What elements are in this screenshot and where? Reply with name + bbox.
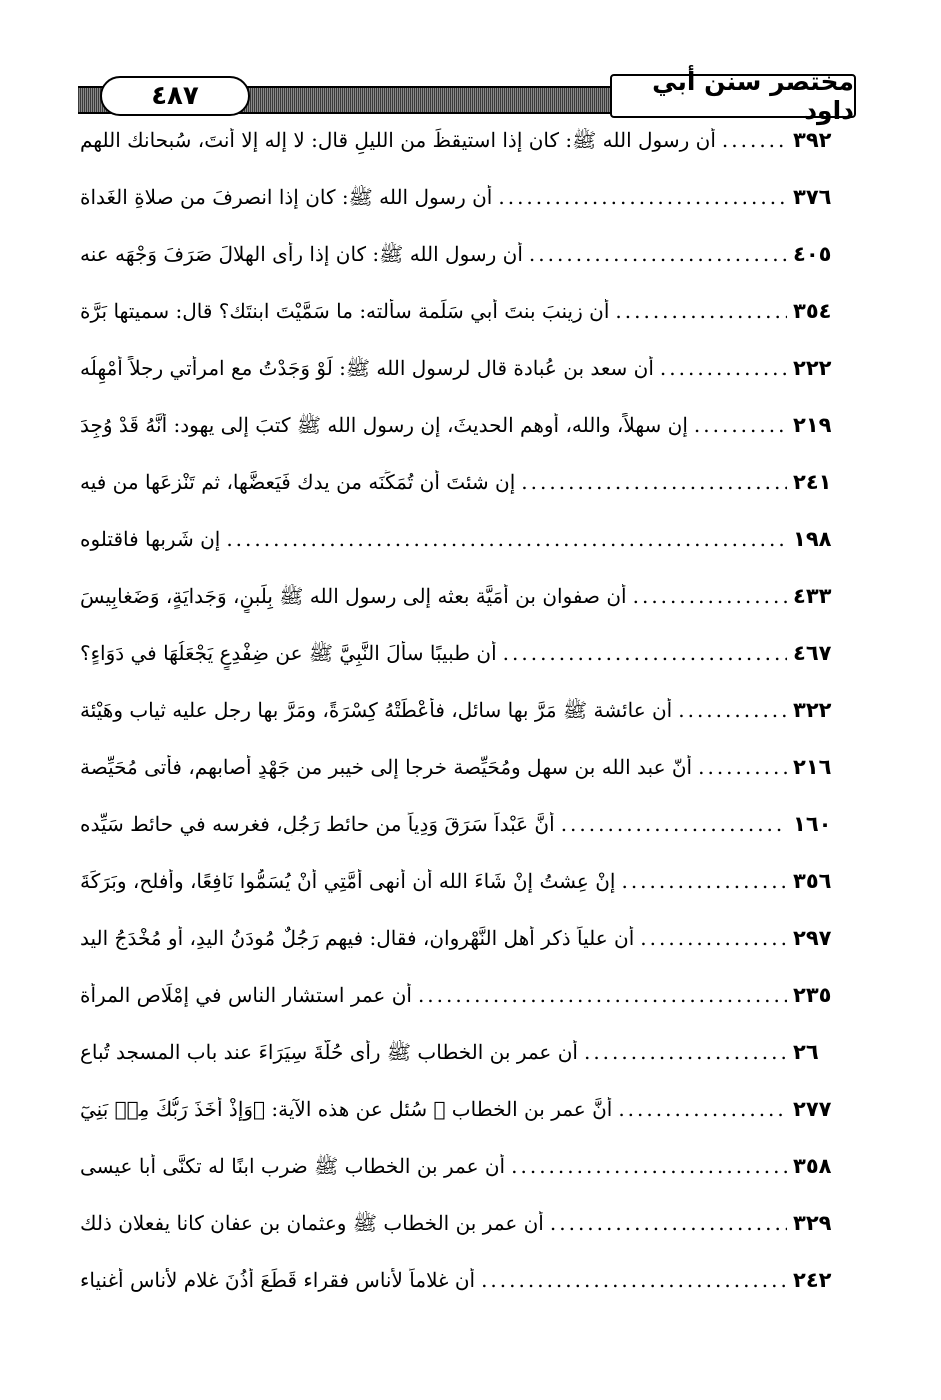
entry-text: أنَّ عمر بن الخطاب ﷺ سُئل عن هذه الآية: ﴿وَإِذْ أَخَذَ رَبُّكَ مِنۢ بَنِيٓ (80, 1097, 613, 1121)
entry-page-number: ٢٤٢ (793, 1268, 832, 1292)
entry-text: أن سعد بن عُبادة قال لرسول الله ﷺ: لَوْ وَجَدْتُ مع امرأتي رجلاً أُمْهِلُه (80, 356, 654, 380)
index-entry (80, 749, 851, 806)
page-number: ٤٨٧ (100, 76, 250, 116)
index-entry (80, 1262, 851, 1319)
dot-leader (698, 755, 787, 779)
entry-page-number: ٣٩٢ (793, 128, 832, 152)
dot-leader (503, 641, 787, 665)
entry-text: أنَّ عَبْداً سَرَقَ وَدِياً من حائط رَجُلٍ، فغرسه في حائط سَيِّده (80, 812, 555, 836)
dot-leader (640, 926, 787, 950)
dot-leader (550, 1211, 787, 1235)
index-entry (80, 806, 851, 863)
dot-leader (418, 983, 787, 1007)
entry-page-number: ١٦٠ (793, 812, 832, 836)
entry-text: أن صفوان بن أُمَيَّة بعثه إلى رسول الله ﷺ بِلَبنٍ، وَجَدايَةٍ، وَضَغابِيسَ (80, 584, 627, 608)
entry-page-number: ٣٥٤ (793, 299, 832, 323)
entry-text: أن علياً ذكر أهل النَّهْروان، فقال: فيهم رَجُلٌ مُودَنُ اليدِ، أو مُخْدَجُ اليد (80, 926, 635, 950)
entry-page-number: ٢٩٧ (793, 926, 832, 950)
entry-page-number: ٢٦ (793, 1040, 819, 1064)
entry-page-number: ٢٤١ (793, 470, 832, 494)
dot-leader (529, 242, 787, 266)
entry-text: أن زينبَ بنتَ أبي سَلَمة سألته: ما سَمَّيْتَ ابنتَك؟ قال: سميتها بَرَّة (80, 299, 610, 323)
entry-text: أن عمر بن الخطاب ﷺ وعثمان بن عفان كانا يفعلان ذلك (80, 1211, 544, 1235)
index-entry (80, 236, 851, 293)
index-entry (80, 521, 851, 578)
entry-page-number: ٢١٦ (793, 755, 832, 779)
entry-page-number: ٣٥٦ (793, 869, 832, 893)
entry-text: أن عمر بن الخطاب ﷺ ضرب ابنًا له تكنَّى أبا عيسى (80, 1154, 506, 1178)
dot-leader (694, 413, 787, 437)
index-entry (80, 464, 851, 521)
dot-leader (615, 299, 787, 323)
entry-text: إن شئتَ أن تُمَكِّنَه من يدك فَيَعضَّها، ثم تَنْزِعَها من فيه (80, 470, 516, 494)
entry-text: أن عمر استشار الناس في إمْلَاص المرأة (80, 983, 412, 1007)
dot-leader (584, 1040, 787, 1064)
index-entry (80, 1148, 851, 1205)
dot-leader (633, 584, 787, 608)
entry-page-number: ٤٣٣ (793, 584, 832, 608)
index-entry (80, 350, 851, 407)
entry-text: أن رسول الله ﷺ: كان إذا استيقظَ من الليلِ قال: لا إله إلا أنتَ، سُبحانك اللهم (80, 128, 716, 152)
entry-text: أن رسول الله ﷺ: كان إذا رأى الهلالَ صَرَفَ وَجْهَه عنه (80, 242, 523, 266)
index-entry (80, 863, 851, 920)
dot-leader (498, 185, 787, 209)
entry-text: أنّ عبد الله بن سهل ومُحَيِّصة خرجا إلى خيبر من جَهْدٍ أصابهم، فأتى مُحَيِّصة (80, 755, 693, 779)
index-entry (80, 692, 851, 749)
dot-leader (226, 527, 787, 551)
entry-page-number: ١٩٨ (793, 527, 832, 551)
entry-text: إنْ عِشتُ إنْ شَاءَ الله أَن أنهى أُمَّتِي أَنْ يُسَمُّوا نَافِعًا، وأفلح، وبَرَكَةَ (80, 869, 616, 893)
index-entry (80, 293, 851, 350)
dot-leader (481, 1268, 787, 1292)
entry-text: إن شَرِبها فاقتلوه (80, 527, 221, 551)
index-entry (80, 122, 851, 179)
dot-leader (511, 1154, 787, 1178)
index-entry (80, 1205, 851, 1262)
entry-page-number: ٢٣٥ (793, 983, 832, 1007)
page-header (78, 67, 856, 125)
book-title: مختصر سنن أبي داود (610, 74, 856, 118)
dot-leader (621, 869, 787, 893)
entry-page-number: ٣٧٦ (793, 185, 832, 209)
dot-leader (561, 812, 787, 836)
dot-leader (618, 1097, 787, 1121)
entry-text: أن طبيبًا سأَلَ النَّبِيَّ ﷺ عن ضِفْدِعٍ يَجْعَلُهَا في دَوَاءٍ؟ (80, 641, 497, 665)
index-list (80, 122, 851, 1319)
index-entry (80, 1034, 851, 1091)
entry-page-number: ٣٢٩ (793, 1211, 832, 1235)
index-entry (80, 407, 851, 464)
index-entry (80, 920, 851, 977)
entry-page-number: ٢٧٧ (793, 1097, 832, 1121)
dot-leader (678, 698, 787, 722)
dot-leader (521, 470, 787, 494)
index-entry (80, 578, 851, 635)
entry-text: أن عائشة ﷺ مَرَّ بها سائل، فأعْطَتْهُ كِسْرَةً، ومَرَّ بها رجل عليه ثياب وهَيْئة (80, 698, 673, 722)
entry-page-number: ٤٠٥ (793, 242, 832, 266)
index-entry (80, 1091, 851, 1148)
entry-page-number: ٣٥٨ (793, 1154, 832, 1178)
index-entry (80, 635, 851, 692)
dot-leader (660, 356, 787, 380)
entry-page-number: ٢١٩ (793, 413, 832, 437)
index-entry (80, 179, 851, 236)
entry-text: أن رسول الله ﷺ: كان إذا انصرفَ من صلاةِ الغَداة (80, 185, 493, 209)
entry-text: إن سهلاً، والله، أوهم الحديثَ، إن رسول الله ﷺ كتبَ إلى يهود: أَنَّهُ قَدْ وُجِدَ (80, 413, 688, 437)
dot-leader (722, 128, 787, 152)
entry-page-number: ٣٢٢ (793, 698, 832, 722)
entry-page-number: ٤٦٧ (793, 641, 832, 665)
entry-text: أن عمر بن الخطاب ﷺ رأى حُلَّةَ سِيَرَاءَ عند باب المسجد تُباع (80, 1040, 578, 1064)
index-entry (80, 977, 851, 1034)
entry-page-number: ٢٢٢ (793, 356, 832, 380)
entry-text: أن غلاماً لأناس فقراء قَطَعَ أُذُنَ غلام لأناس أغنياء (80, 1268, 476, 1292)
